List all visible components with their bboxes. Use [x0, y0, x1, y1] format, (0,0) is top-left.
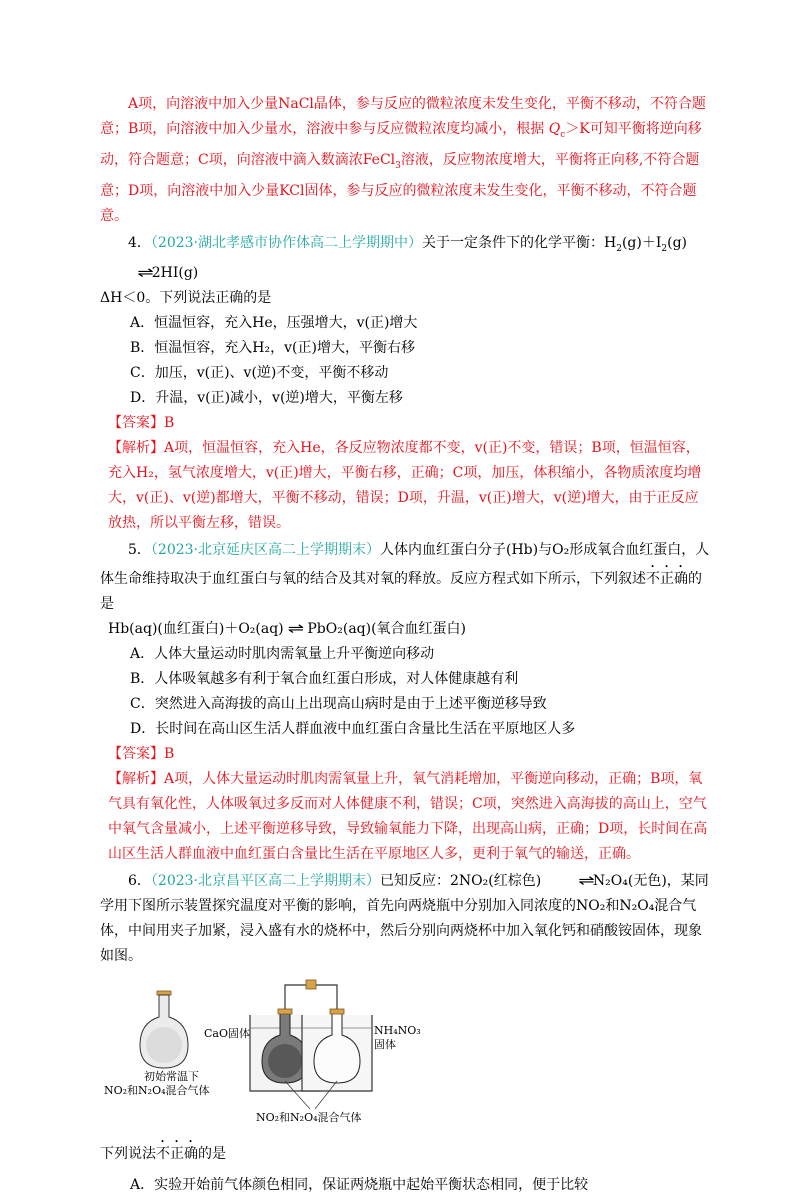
q3-analysis: A项，向溶液中加入少量NaCl晶体，参与反应的微粒浓度未发生变化，平衡不移动，不符合题意；B项，向溶液中加入少量水，溶液中参与反应微粒浓度均减小，根据 $Q_c>K$可知平衡将逆向移动，符合题意；C项，向溶液中滴入数滴浓FeCl$_3$溶液，反应物浓度增大，平衡将正向移,不符合题意；D项，向溶液中加入少量KCl固体，参与反应的微粒浓度未发生变化，平衡不移动，不符合题意。	[100, 96, 706, 224]
q4-analysis: 【解析】A项，恒温恒容，充入He，各反应物浓度都不变，v(正)不变，错误；B项，恒温恒容，充入H₂，氢气浓度增大，v(正)增大，平衡右移，正确；C项，加压，体积缩小，各物质浓度均增大，v(正)、v(逆)都增大，平衡不移动，错误；D项，升温，v(正)增大，v(逆)增大，由于正反应放热，所以平衡左移，错误。	[108, 440, 702, 532]
q5-not-emphasis: 不正确	[646, 571, 688, 588]
q4-source: （2023·湖北孝感市协作体高二上学期期中）	[150, 234, 422, 251]
apparatus-diagram	[110, 973, 390, 1123]
nh4no3-label: NH₄NO₃	[374, 1024, 421, 1038]
equilibrium-arrow-icon: ⇌	[137, 265, 154, 282]
q4-stem: 4．（2023·湖北孝感市协作体高二上学期期中）关于一定条件下的化学平衡：$H_2(g)+I_2(g)\rightleftharpoons 2HI(g)$	[100, 231, 710, 287]
document-page	[100, 92, 710, 1198]
q4-option-a: A．恒温恒容，充入He，压强增大，v(正)增大	[130, 315, 418, 332]
q6-option-a: A．实验开始前气体颜色相同，保证两烧瓶中起始平衡状态相同，便于比较	[130, 1177, 589, 1194]
equilibrium-arrow-icon: ⇌	[578, 873, 595, 890]
experiment-figure	[100, 973, 710, 1138]
flask-label-initial: 初始常温下	[144, 1070, 199, 1084]
cao-label: CaO固体	[204, 1027, 250, 1041]
flask-label-mixture: NO₂和N₂O₄混合气体	[104, 1084, 210, 1098]
q4-option-c: C．加压，v(正)、v(逆)不变，平衡不移动	[130, 365, 389, 382]
right-beaker-icon	[302, 1009, 372, 1091]
q4-option-b: B．恒温恒容，充入H₂，v(正)增大，平衡右移	[130, 340, 415, 357]
q5-answer: 【答案】B	[108, 746, 175, 763]
q6-question: 下列说法不正确的是	[100, 1146, 226, 1163]
clamp-icon	[306, 980, 316, 989]
q5-option-b: B．人体吸氧越多有利于氧合血红蛋白形成，对人体健康越有利	[130, 671, 519, 688]
equilibrium-arrow-icon: ⇌	[287, 621, 304, 638]
q5-stem: 5．（2023·北京延庆区高二上学期期末）人体内血红蛋白分子(Hb)与O₂形成氧合血红蛋白，人体生命维持取决于血红蛋白与氧的结合及其对氧的释放。反应方程式如下所示，下列叙述不正确的是	[100, 542, 710, 613]
q6-source: （2023·北京昌平区高二上学期期末）	[150, 873, 381, 890]
q6-not-emphasis: 不正确	[156, 1146, 198, 1163]
beaker-mixture-label: NO₂和N₂O₄混合气体	[256, 1111, 362, 1125]
q5-source: （2023·北京延庆区高二上学期期末）	[150, 542, 381, 559]
q5-option-d: D．长时间在高山区生活人群血液中血红蛋白含量比生活在平原地区人多	[130, 721, 576, 738]
q6-stem: 6．（2023·北京昌平区高二上学期期末）已知反应：2NO₂(红棕色) ⇌N₂O₄(无色)，某同学用下图所示装置探究温度对平衡的影响，首先向两烧瓶中分别加入同浓度的NO₂和N₂O₄混合气体，中间用夹子加紧，浸入盛有水的烧杯中，然后分别向两烧杯中加入氧化钙和硝酸铵固体，现象如图。	[100, 869, 710, 969]
single-flask-icon	[140, 991, 188, 1068]
q5-equation: Hb(aq)(血红蛋白)＋O₂(aq) ⇌ PbO₂(aq)(氧合血红蛋白)	[100, 617, 710, 642]
q4-stem-cont: ΔH＜0。下列说法正确的是	[100, 290, 272, 307]
q5-option-a: A．人体大量运动时肌肉需氧量上升平衡逆向移动	[130, 646, 435, 663]
q4-option-d: D．升温，v(正)减小，v(逆)增大，平衡左移	[130, 390, 403, 407]
q4-answer: 【答案】B	[108, 415, 175, 432]
q5-option-c: C．突然进入高海拔的高山上出现高山病时是由于上述平衡逆移导致	[130, 696, 547, 713]
nh4no3-label-2: 固体	[374, 1038, 396, 1052]
q5-analysis: 【解析】A项，人体大量运动时肌肉需氧量上升，氧气消耗增加，平衡逆向移动，正确；B项，氧气具有氧化性，人体吸氧过多反而对人体健康不利，错误；C项，突然进入高海拔的高山上，空气中氧气含量减小，上述平衡逆移导致，导致输氧能力下降，出现高山病，正确；D项，长时间在高山区生活人群血液中血红蛋白含量比生活在平原地区人多，更利于氧气的输送，正确。	[108, 771, 708, 863]
